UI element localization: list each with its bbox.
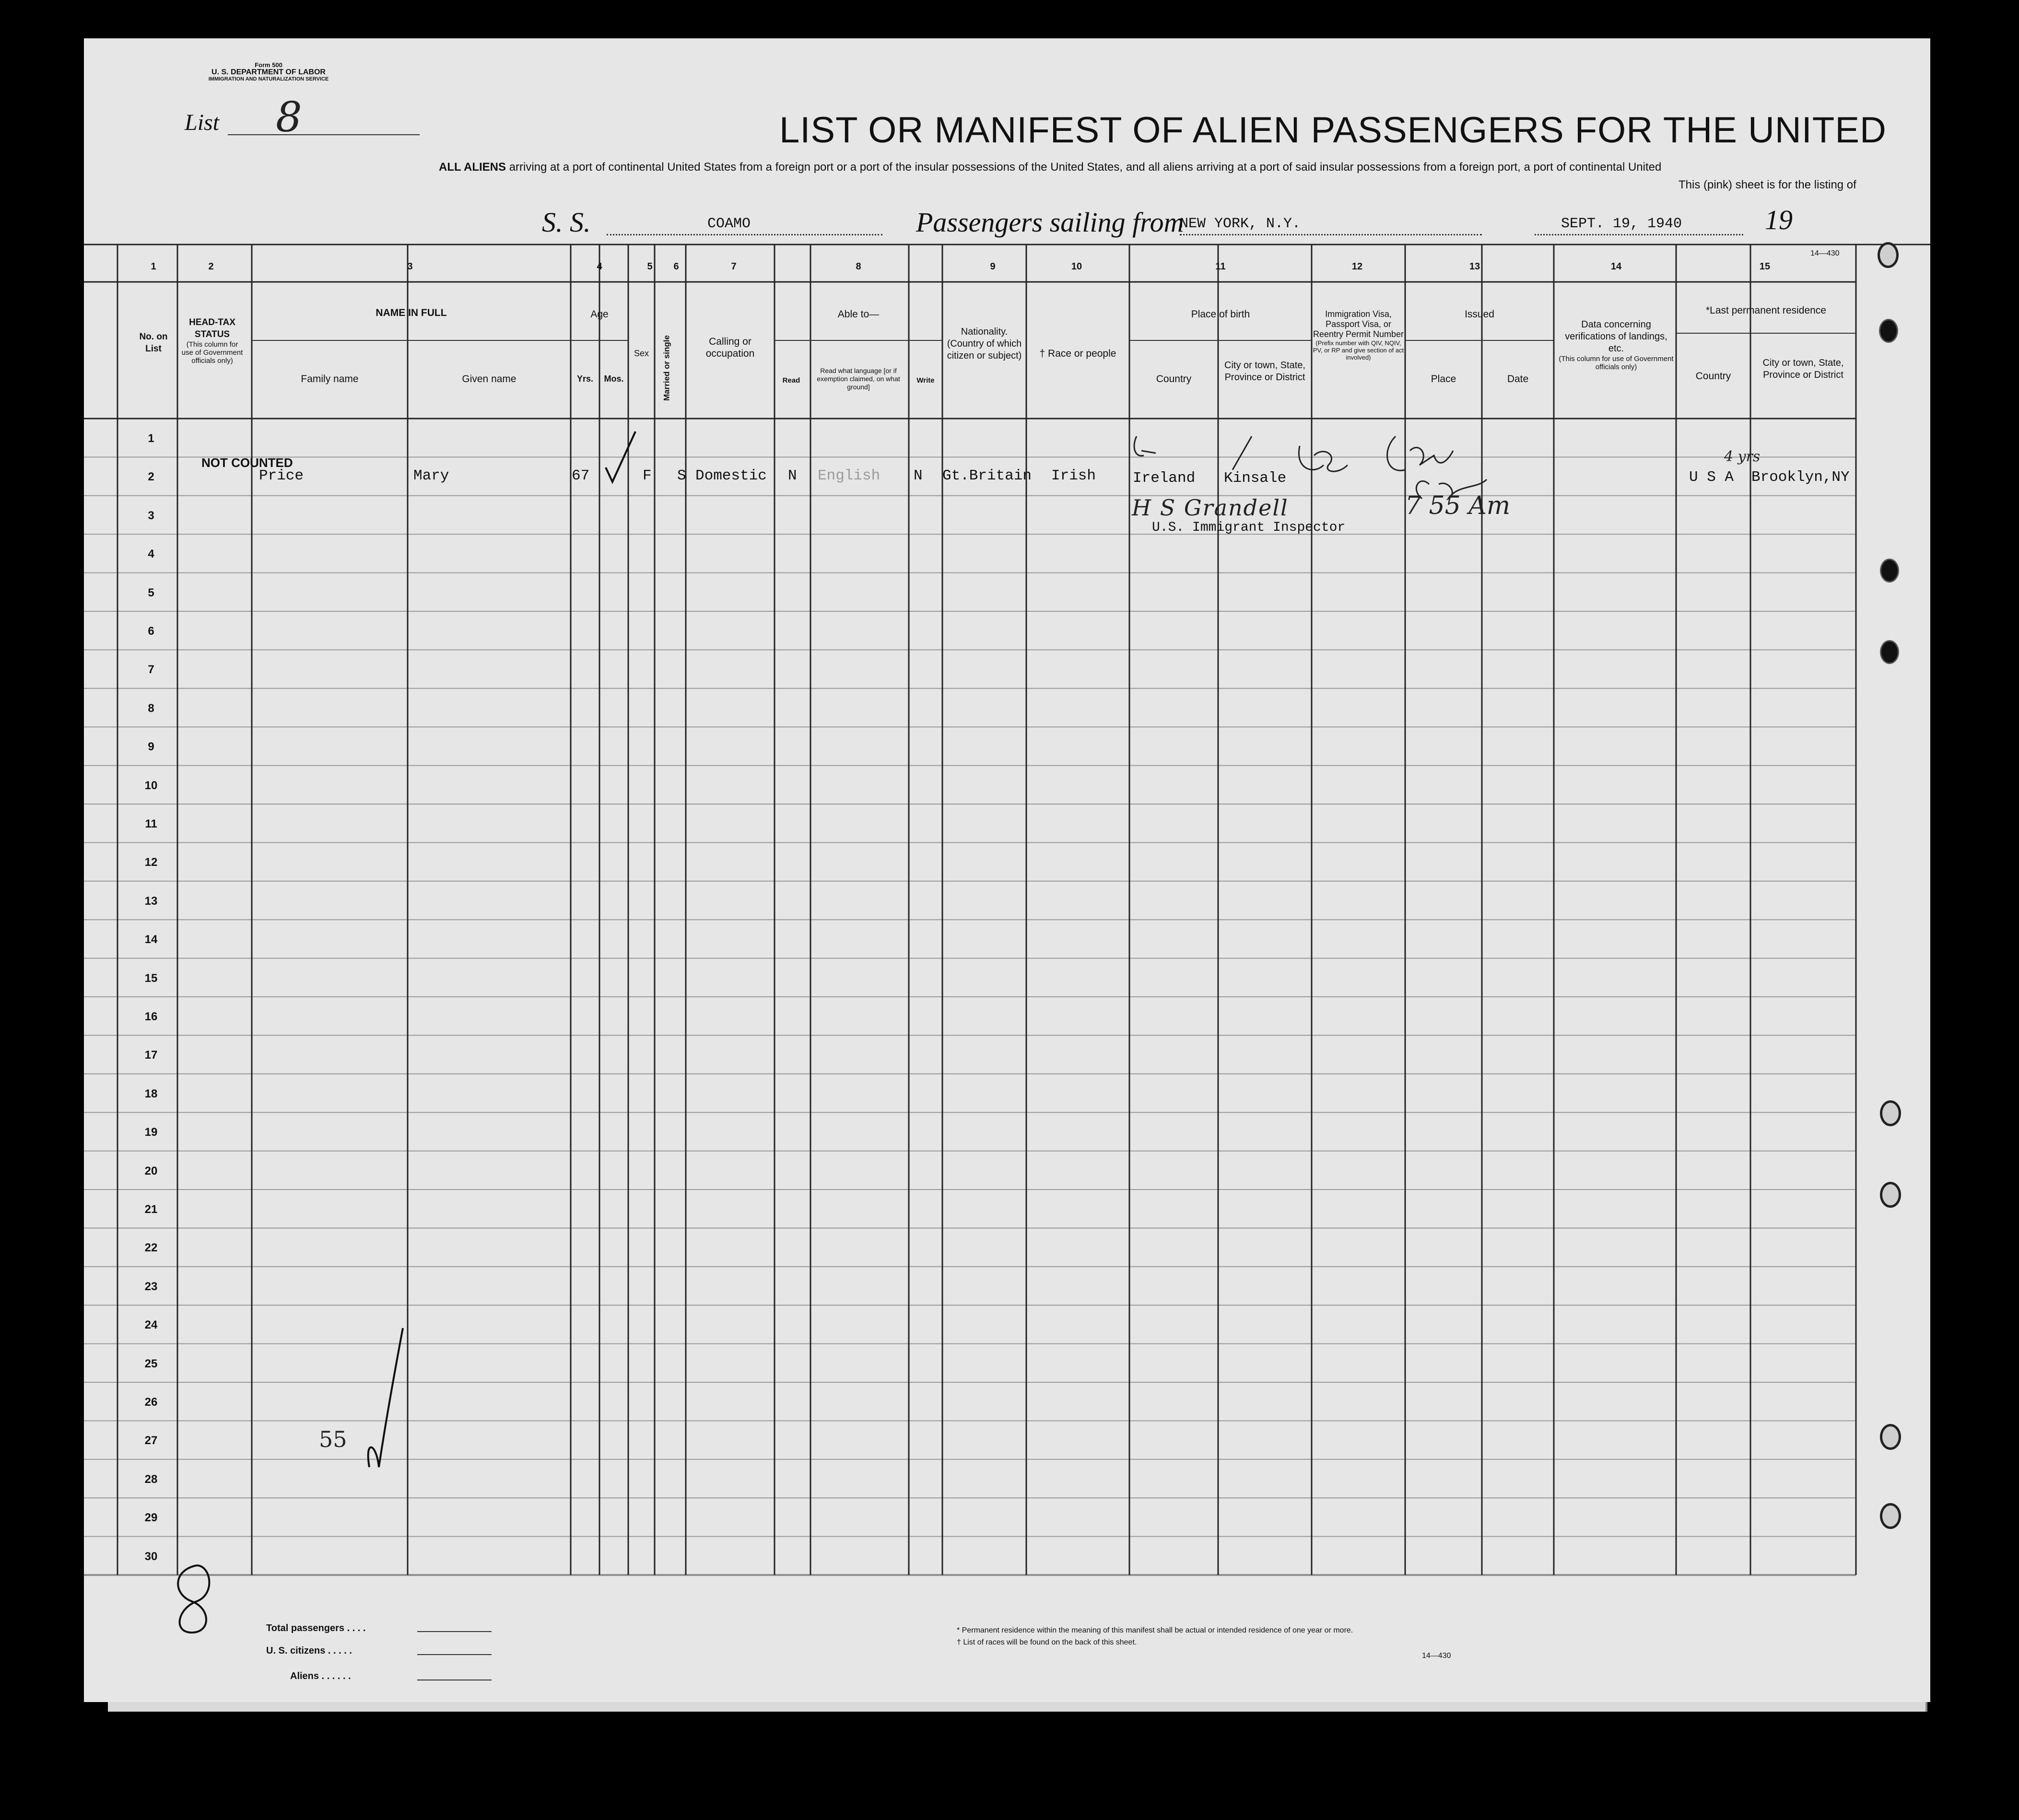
col-number-15: 15 (1759, 261, 1771, 272)
row-number: 15 (144, 971, 158, 985)
row-number: 20 (144, 1164, 158, 1178)
form-code-top: 14—430 (1810, 249, 1840, 257)
total-line (417, 1631, 492, 1632)
entry-birth-country: Ireland (1133, 470, 1196, 487)
header-married-single: Married or single (662, 335, 671, 401)
form-number: Form 500 (255, 61, 282, 69)
list-label: List (185, 110, 220, 135)
entry-family-name: Price (259, 467, 304, 484)
col-number-6: 6 (673, 261, 679, 272)
punch-hole (1880, 1100, 1901, 1126)
col-number-3: 3 (407, 261, 413, 272)
row-number: 4 (148, 548, 154, 561)
row-number: 25 (144, 1357, 158, 1370)
sheet-count-note: 55 (319, 1426, 347, 1452)
header-age-mos: Mos. (604, 374, 624, 384)
header-no-on-list: No. on List (139, 332, 168, 354)
header-read: Read (782, 376, 800, 385)
verification-note: (This column for use of Government officials only) (1559, 355, 1674, 371)
visa-note: (Prefix number with QIV, NQIV, PV, or RP and give section of act involved) (1313, 339, 1404, 361)
row-number: 7 (148, 663, 154, 677)
punch-hole (1880, 1182, 1901, 1208)
tally-check-mark (362, 1323, 410, 1482)
ship-name: COAMO (707, 216, 751, 232)
header-sex: Sex (634, 349, 649, 358)
header-age-yrs: Yrs. (576, 374, 594, 384)
col-number-11: 11 (1215, 261, 1226, 272)
entry-occupation: Domestic (695, 467, 767, 484)
header-nationality: Nationality. (Country of which citizen or subject) (947, 327, 1022, 361)
punch-hole (1880, 1503, 1901, 1529)
header-visa (1312, 309, 1405, 361)
row-number: 9 (148, 740, 154, 754)
col-number-9: 9 (990, 261, 996, 272)
entry-given-name: Mary (413, 467, 449, 484)
col-number-2: 2 (208, 261, 214, 272)
col-number-12: 12 (1351, 261, 1363, 272)
row-number: 21 (144, 1203, 158, 1216)
row-number: 10 (144, 779, 158, 792)
row-number: 14 (144, 933, 158, 946)
sailing-label: Passengers sailing from (916, 207, 1184, 238)
header-head-tax (180, 316, 245, 365)
header-able-to: Able to— (837, 309, 880, 320)
header-write: Write (916, 376, 935, 385)
row-number: 6 (148, 625, 154, 638)
year-label: 19 (1765, 204, 1793, 235)
list-number-scrawl (158, 1556, 225, 1640)
header-race: † Race or people (1039, 348, 1116, 359)
footer-us-citizens: U. S. citizens . . . . . (266, 1645, 352, 1656)
header-verification (1559, 319, 1674, 371)
row-number: 27 (144, 1434, 158, 1447)
row-number: 19 (144, 1126, 158, 1139)
ss-label: S. S. (542, 207, 591, 238)
row-number: 17 (144, 1049, 158, 1062)
time-note: 7 55 Am (1405, 491, 1511, 520)
header-age: Age (590, 309, 609, 320)
row-number: 22 (144, 1241, 158, 1255)
col-number-7: 7 (731, 261, 737, 272)
row-number: 5 (148, 586, 154, 599)
row-number: 13 (144, 894, 158, 908)
header-occupation: Calling or occupation (705, 336, 755, 359)
entry-sex: F (643, 467, 652, 484)
header-issued: Issued (1465, 309, 1494, 320)
citizens-line (417, 1654, 492, 1655)
row-number: 16 (144, 1010, 158, 1023)
row-number: 30 (144, 1550, 158, 1563)
header-birth-city: City or town, State, Province or District (1224, 360, 1305, 383)
header-name-in-full: NAME IN FULL (376, 307, 447, 318)
entry-residence-country: U S A (1689, 469, 1734, 486)
row-number: 28 (144, 1472, 158, 1486)
header-last-residence: *Last permanent residence (1706, 305, 1826, 316)
inspector-title: U.S. Immigrant Inspector (1152, 520, 1346, 535)
department-name: U. S. DEPARTMENT OF LABOR (211, 68, 326, 76)
service-name: IMMIGRATION AND NATURALIZATION SERVICE (208, 76, 329, 82)
row-number: 23 (144, 1280, 158, 1293)
header-family-name: Family name (301, 373, 359, 385)
inspector-signature: H S Grandell (1132, 495, 1289, 521)
visa-title: Immigration Visa, Passport Visa, or Reentry Permit Number (1313, 309, 1404, 339)
entry-race: Irish (1051, 467, 1096, 484)
entry-birth-city: Kinsale (1224, 470, 1287, 487)
header-read-language: Read what language [or if exemption claimed, on what ground] (817, 367, 900, 391)
punch-hole (1879, 319, 1898, 343)
entry-residence-city: Brooklyn,NY (1751, 469, 1850, 486)
punch-hole (1880, 640, 1899, 664)
intro-line-2: This (pink) sheet is for the listing of (1679, 178, 1856, 191)
row-number: 24 (144, 1318, 158, 1332)
col-number-13: 13 (1469, 261, 1480, 272)
col-number-4: 4 (597, 261, 602, 272)
footnote-residence: * Permanent residence within the meaning of this manifest shall be actual or intended residence of one year or more. (957, 1626, 1353, 1634)
header-place-of-birth: Place of birth (1191, 309, 1250, 320)
row-number: 18 (144, 1087, 158, 1100)
head-tax-title: HEAD-TAX STATUS (189, 317, 235, 339)
row-number: 1 (148, 432, 154, 445)
row-number: 12 (144, 856, 158, 869)
departure-port: NEW YORK, N.Y. (1180, 216, 1301, 232)
intro-lead: ALL ALIENS (439, 161, 506, 174)
punch-hole (1878, 242, 1899, 268)
row-number: 26 (144, 1396, 158, 1409)
entry-write: N (914, 467, 923, 484)
header-residence-country: Country (1695, 371, 1731, 382)
col-number-1: 1 (151, 261, 156, 272)
entry-language: English (818, 467, 880, 484)
head-tax-note: (This column for use of Government officials only) (181, 340, 243, 365)
entry-age-yrs: 67 (572, 467, 590, 484)
punch-hole (1880, 559, 1899, 583)
row-number: 8 (148, 701, 154, 715)
page-title: LIST OR MANIFEST OF ALIEN PASSENGERS FOR THE UNITED (779, 110, 1887, 151)
verification-title: Data concerning verifications of landings, etc. (1565, 319, 1667, 354)
col-number-10: 10 (1071, 261, 1082, 272)
row-number: 29 (144, 1511, 158, 1525)
header-given-name: Given name (462, 373, 516, 385)
intro-text: arriving at a port of continental United States from a foreign port or a port of the insular possessions of the United States, and all aliens arriving at a port of said insular possessions from a foreign port, a port of continental United (509, 161, 1662, 174)
sailing-date: SEPT. 19, 1940 (1561, 216, 1682, 232)
col-number-8: 8 (856, 261, 861, 272)
col-number-14: 14 (1610, 261, 1622, 272)
col-number-5: 5 (647, 261, 653, 272)
entry-nationality: Gt.Britain (942, 467, 1032, 484)
entry-head-tax: NOT COUNTED (201, 455, 293, 470)
entry-marital: S (677, 467, 686, 484)
header-residence-city: City or town, State, Province or District (1762, 358, 1844, 380)
list-number: 8 (276, 93, 302, 141)
footer-form-code: 14—430 (1422, 1652, 1451, 1660)
footer-total-passengers: Total passengers . . . . (266, 1623, 366, 1633)
punch-hole (1880, 1424, 1901, 1450)
header-birth-country: Country (1156, 373, 1192, 385)
header-issued-place: Place (1431, 373, 1456, 385)
row-number: 11 (145, 817, 157, 830)
age-check-mark (602, 429, 640, 489)
years-note: 4 yrs (1724, 448, 1761, 465)
row-number: 2 (148, 470, 154, 484)
footer-aliens: Aliens . . . . . . (290, 1671, 351, 1681)
header-issued-date: Date (1507, 373, 1529, 385)
entry-read: N (788, 467, 797, 484)
footnote-races: † List of races will be found on the back of this sheet. (957, 1638, 1137, 1646)
row-number: 3 (148, 509, 154, 522)
